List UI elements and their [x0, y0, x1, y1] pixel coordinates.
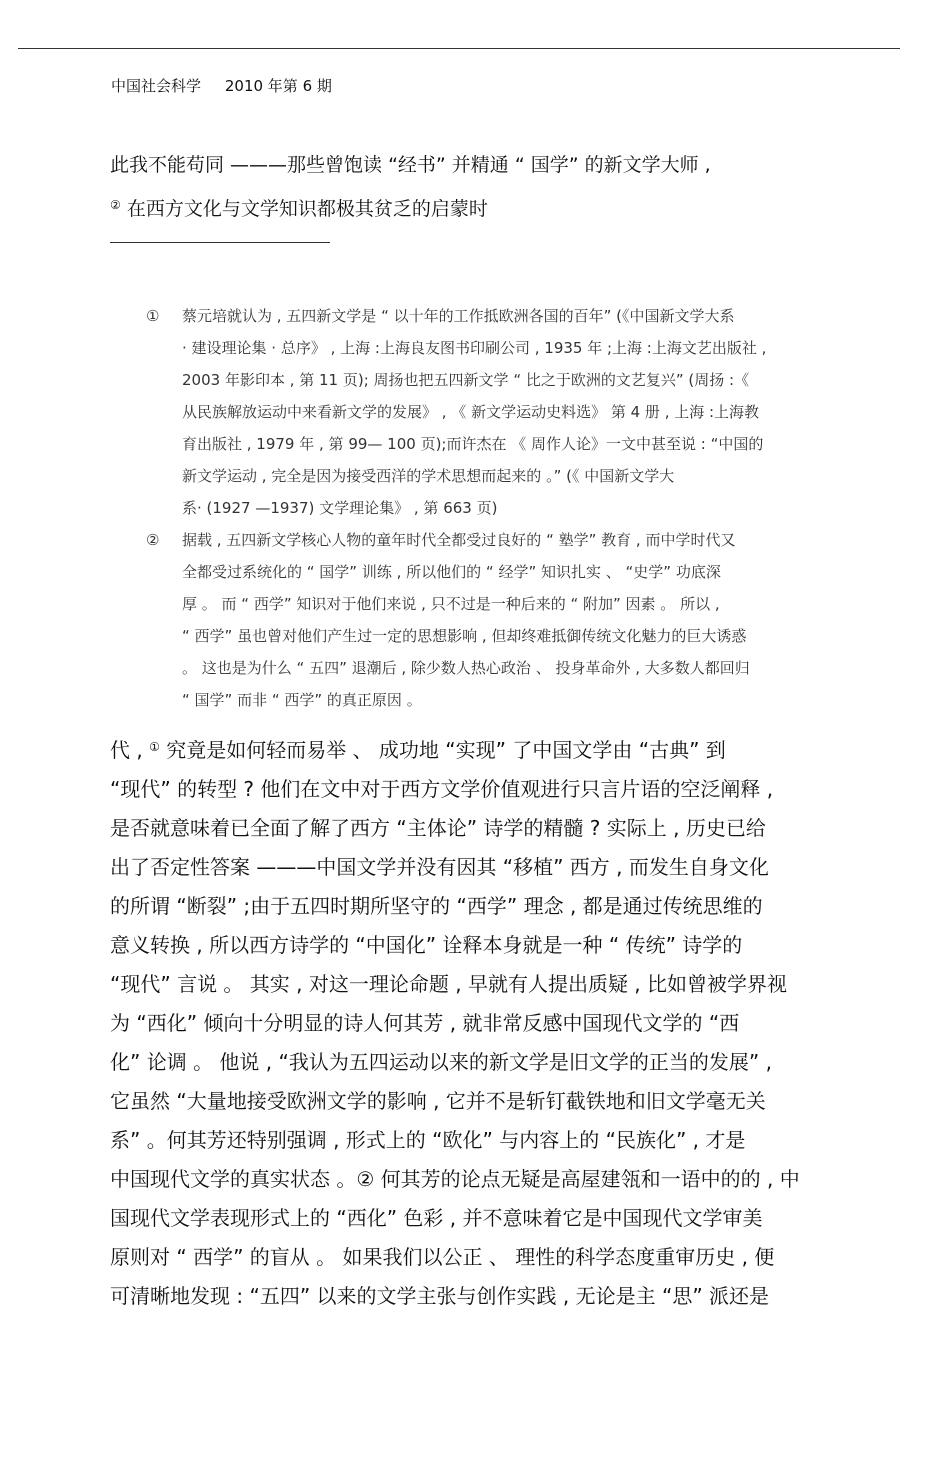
text-line: 为 “西化” 倾向十分明显的诗人何其芳 , 就非常反感中国现代文学的 “西: [110, 1011, 740, 1035]
text-line: 的所谓 “断裂” ;由于五四时期所坚守的 “西学” 理念 , 都是通过传统思维的: [110, 894, 763, 918]
footnote-line: 全都受过系统化的 “ 国学” 训练 , 所以他们的 “ 经学” 知识扎实 、 “史学” 功底深: [182, 563, 721, 581]
text-line: 可清晰地发现 : “五四” 以来的文学主张与创作实践 , 无论是主 “思” 派还是: [110, 1284, 770, 1308]
footnote-line: 2003 年影印本 , 第 11 页); 周扬也把五四新文学 “ 比之于欧洲的文艺复兴” (周扬 :《: [182, 371, 750, 389]
journal-name: 中国社会科学: [111, 77, 202, 95]
footnote-line: 厚 。 而 “ 西学” 知识对于他们来说 , 只不过是一种后来的 “ 附加” 因素 。 所以 ,: [182, 595, 720, 613]
footnote-line: 蔡元培就认为 , 五四新文学是 “ 以十年的工作抵欧洲各国的百年” (《中国新文学大系: [182, 307, 735, 325]
footnote-line: 。 这也是为什么 “ 五四” 退潮后 , 除少数人热心政治 、 投身革命外 , 大多数人都回归: [182, 659, 750, 677]
footnote-line: “ 国学” 而非 “ 西学” 的真正原因 。: [182, 691, 422, 709]
footnote-1: [146, 300, 846, 524]
body-paragraph: [110, 728, 835, 1316]
footnote-mark: ①: [146, 307, 160, 325]
text-line: 此我不能苟同 ———那些曾饱读 “经书” 并精通 “ 国学” 的新文学大师 ,: [110, 154, 711, 176]
footnote-line: 据载 , 五四新文学核心人物的童年时代全都受过良好的 “ 塾学” 教育 , 而中学时代又: [182, 531, 736, 549]
footnote-mark: ②: [146, 531, 160, 549]
issue-number: 2010 年第 6 期: [224, 77, 332, 95]
footnote-2: [146, 524, 846, 716]
footnote-line: · 建设理论集 · 总序》 , 上海 :上海良友图书印刷公司 , 1935 年 ;上海 :上海文艺出版社 ,: [182, 339, 767, 357]
top-rule: [18, 48, 900, 49]
footnote-line: “ 西学” 虽也曾对他们产生过一定的思想影响 , 但却终难抵御传统文化魅力的巨大诱惑: [182, 627, 747, 645]
text-line: 中国现代文学的真实状态 。② 何其芳的论点无疑是高屋建瓴和一语中的的 , 中: [110, 1167, 800, 1191]
footnote-ref[interactable]: ②: [110, 198, 121, 212]
text-line: 国现代文学表现形式上的 “西化” 色彩 , 并不意味着它是中国现代文学审美: [110, 1206, 763, 1230]
footnote-line: 系· (1927 —1937) 文学理论集》 , 第 663 页): [182, 499, 498, 517]
footnote-divider: [110, 242, 330, 243]
text-line: “现代” 言说 。 其实 , 对这一理论命题 , 早就有人提出质疑 , 比如曾被学界视: [110, 972, 788, 996]
text-line: 它虽然 “大量地接受欧洲文学的影响 , 它并不是斩钉截铁地和旧文学毫无关: [110, 1089, 766, 1113]
text-line: 原则对 “ 西学” 的盲从 。 如果我们以公正 、 理性的科学态度重审历史 , 便: [110, 1245, 775, 1269]
footnote-line: 育出版社 , 1979 年 , 第 99— 100 页);而许杰在 《 周作人论》一文中甚至说 : “中国的: [182, 435, 764, 453]
running-header: [111, 75, 332, 96]
text-line: 是否就意味着已全面了解了西方 “主体论” 诗学的精髓 ? 实际上 , 历史已给: [110, 816, 766, 840]
footnote-ref[interactable]: ①: [149, 740, 160, 754]
text-line: “现代” 的转型 ? 他们在文中对于西方文学价值观进行只言片语的空泛阐释 ,: [110, 777, 774, 801]
text-line: 系” 。何其芳还特别强调 , 形式上的 “欧化” 与内容上的 “民族化” , 才是: [110, 1128, 746, 1152]
text-line: 代 , ① 究竟是如何轻而易举 、 成功地 “实现” 了中国文学由 “古典” 到: [110, 738, 726, 762]
text-line: ② 在西方文化与文学知识都极其贫乏的启蒙时: [110, 198, 488, 220]
text-line: 化” 论调 。 他说 , “我认为五四运动以来的新文学是旧文学的正当的发展” ,: [110, 1050, 772, 1074]
text-line: 意义转换 , 所以西方诗学的 “中国化” 诠释本身就是一种 “ 传统” 诗学的: [110, 933, 743, 957]
intro-paragraph: [110, 145, 711, 229]
footnote-line: 从民族解放运动中来看新文学的发展》 , 《 新文学运动史料选》 第 4 册 , 上海 :上海教: [182, 403, 760, 421]
footnote-line: 新文学运动 , 完全是因为接受西洋的学术思想而起来的 。” (《 中国新文学大: [182, 467, 675, 485]
footnotes: [146, 300, 846, 716]
text-line: 出了否定性答案 ———中国文学并没有因其 “移植” 西方 , 而发生自身文化: [110, 855, 769, 879]
